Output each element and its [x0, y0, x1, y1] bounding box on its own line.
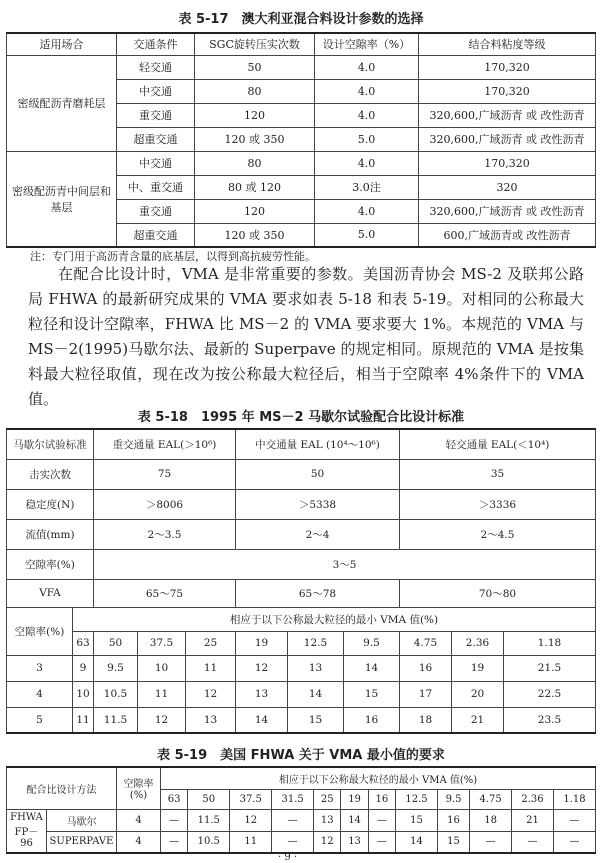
table-cell: 9	[73, 655, 94, 681]
column-header: 设计空隙率（%）	[315, 33, 419, 55]
column-header: 相应于以下公称最大粒径的最小 VMA 值(%)	[161, 767, 596, 789]
table-cell: 12	[314, 831, 341, 853]
table-cell: 120 或 350	[195, 127, 315, 151]
table-cell: —	[512, 831, 554, 853]
table-cell: 13	[341, 831, 368, 853]
table-cell: 1.18	[554, 789, 596, 809]
table-cell: 50	[195, 55, 315, 79]
table-cell: 4.0	[315, 151, 419, 175]
table-5-19-caption: 表 5-19 美国 FHWA 关于 VMA 最小值的要求	[157, 748, 445, 763]
table-cell: 63	[73, 631, 94, 655]
table-cell: 5.0	[315, 127, 419, 151]
table-cell: 21	[452, 707, 504, 733]
table-cell: —	[272, 809, 314, 831]
table-cell: 流值(mm)	[7, 519, 94, 549]
page-number: · 9 ·	[278, 852, 298, 863]
table-cell: —	[161, 831, 188, 853]
table-5-17-caption: 表 5-17 澳大利亚混合料设计参数的选择	[178, 12, 424, 27]
table-cell: 170,320	[419, 151, 596, 175]
table-row	[7, 489, 596, 519]
table-cell: 16	[368, 789, 395, 809]
table-row	[7, 631, 596, 655]
table-cell: 18	[400, 707, 452, 733]
table-cell: 80	[195, 151, 315, 175]
table-cell: 25	[186, 631, 236, 655]
table-cell: 15	[437, 831, 469, 853]
table-cell: —	[161, 809, 188, 831]
table-cell: 中交通	[117, 151, 195, 175]
table-cell: 4	[117, 831, 161, 853]
table-cell: 320,600,广域沥青 或 改性沥青	[419, 199, 596, 223]
table-cell: 4.0	[315, 79, 419, 103]
table-cell: 9.5	[94, 655, 138, 681]
table-cell: 80	[195, 79, 315, 103]
table-5-17	[6, 32, 596, 248]
column-header: 中交通量 EAL (10⁴～10⁶)	[236, 429, 400, 459]
table-cell: 70～80	[400, 579, 596, 607]
table-cell: 65～78	[236, 579, 400, 607]
table-header-row	[7, 429, 596, 459]
table-cell: VFA	[7, 579, 94, 607]
table-5-18-caption: 表 5-18 1995 年 MS－2 马歇尔试验配合比设计标准	[137, 410, 465, 425]
table-row	[7, 607, 596, 631]
table-cell: 3～5	[94, 549, 596, 579]
table-cell: 击实次数	[7, 459, 94, 489]
table-cell: 5	[7, 707, 73, 733]
table-cell: 19	[341, 789, 368, 809]
table-cell: 10.5	[94, 681, 138, 707]
table-row	[7, 579, 596, 607]
table-cell: 14	[288, 681, 344, 707]
table-cell: 17	[400, 681, 452, 707]
table-cell: 4.75	[470, 789, 512, 809]
table-5-19	[6, 766, 596, 854]
table-row	[7, 519, 596, 549]
column-header: 马歇尔试验标准	[7, 429, 94, 459]
table-note: 注：专门用于高沥青含量的底基层，以得到高抗疲劳性能。	[30, 250, 316, 263]
table-row	[7, 707, 596, 733]
table-row	[7, 151, 596, 175]
table-cell: 35	[400, 459, 596, 489]
table-cell: 50	[94, 631, 138, 655]
table-cell: 75	[94, 459, 236, 489]
table-cell: 65～75	[94, 579, 236, 607]
column-header: 交通条件	[117, 33, 195, 55]
table-cell: 11	[186, 655, 236, 681]
table-cell: 1.18	[504, 631, 596, 655]
table-cell: 12	[138, 707, 186, 733]
table-cell: 16	[344, 707, 400, 733]
table-cell: 120	[195, 103, 315, 127]
table-cell: 2～4.5	[400, 519, 596, 549]
table-cell: 4.0	[315, 103, 419, 127]
table-cell: —	[272, 831, 314, 853]
table-cell: 320	[419, 175, 596, 199]
table-cell: 14	[341, 809, 368, 831]
table-cell: 4	[117, 809, 161, 831]
column-header: 结合料粘度等级	[419, 33, 596, 55]
table-cell: SUPERPAVE	[47, 831, 117, 853]
table-cell: 11.5	[94, 707, 138, 733]
table-cell: 25	[314, 789, 341, 809]
table-cell: 10	[138, 655, 186, 681]
table-row	[7, 459, 596, 489]
table-cell: 马歇尔	[47, 809, 117, 831]
table-cell: 50	[236, 459, 400, 489]
table-cell: 4.0	[315, 55, 419, 79]
column-header: 重交通量 EAL(＞10⁶)	[94, 429, 236, 459]
table-header-row	[7, 767, 596, 789]
table-cell: 超重交通	[117, 127, 195, 151]
column-header: 配合比设计方法	[7, 767, 117, 809]
table-cell: 2.36	[512, 789, 554, 809]
table-row	[7, 681, 596, 707]
table-cell: 11	[138, 681, 186, 707]
table-cell: 2～4	[236, 519, 400, 549]
table-cell: ＞5338	[236, 489, 400, 519]
table-cell: 空隙率(%)	[7, 549, 94, 579]
table-cell: 37.5	[230, 789, 272, 809]
table-cell: 相应于以下公称最大粒径的最小 VMA 值(%)	[73, 607, 596, 631]
table-cell: 12	[230, 809, 272, 831]
table-cell: 23.5	[504, 707, 596, 733]
table-cell: 20	[452, 681, 504, 707]
table-cell: ＞8006	[94, 489, 236, 519]
table-cell: 4	[7, 681, 73, 707]
table-cell: —	[368, 831, 395, 853]
table-cell: —	[554, 831, 596, 853]
table-row	[7, 831, 596, 853]
table-cell: 15	[395, 809, 437, 831]
table-row	[7, 655, 596, 681]
table-cell: 10.5	[188, 831, 230, 853]
table-cell: 4.0	[315, 199, 419, 223]
table-cell: 22.5	[504, 681, 596, 707]
table-cell: 15	[288, 707, 344, 733]
table-cell: 空隙率(%)	[7, 607, 73, 655]
table-cell: 重交通	[117, 103, 195, 127]
table-cell: 18	[470, 809, 512, 831]
table-cell: 170,320	[419, 55, 596, 79]
table-cell: 10	[73, 681, 94, 707]
table-cell: 80 或 120	[195, 175, 315, 199]
table-cell: 13	[288, 655, 344, 681]
table-header-row	[7, 33, 596, 55]
table-row	[7, 809, 596, 831]
column-header: SGC旋转压实次数	[195, 33, 315, 55]
table-cell: 14	[395, 831, 437, 853]
table-cell: ＞3336	[400, 489, 596, 519]
table-cell: 120	[195, 199, 315, 223]
table-cell: 2.36	[452, 631, 504, 655]
table-row	[7, 55, 596, 79]
table-cell: —	[470, 831, 512, 853]
table-5-18	[6, 428, 596, 734]
table-cell: 4.75	[400, 631, 452, 655]
table-cell: 21	[512, 809, 554, 831]
table-cell: 600,广域沥青或 改性沥青	[419, 223, 596, 247]
table-cell: —	[554, 809, 596, 831]
table-cell: 13	[186, 707, 236, 733]
group-cell: 密级配沥青磨耗层	[7, 55, 117, 151]
body-paragraph: 在配合比设计时，VMA 是非常重要的参数。美国沥青协会 MS-2 及联邦公路局 FHWA 的最新研究成果的 VMA 要求如表 5-18 和表 5-19。对相同的公称最大粒径和设计空隙率，FHWA 比 MS－2 的 VMA 要求要大 1%。本规范的 VMA 与 MS－2(1995)马歇尔法、最新的 Superpave 的规定相同。原规范的 VMA 是按集料最大粒径取值，现在改为按公称最大粒径后，相当于空隙率 4%条件下的 VMA 值。	[28, 265, 584, 408]
table-cell: 12.5	[395, 789, 437, 809]
table-cell: 12	[236, 655, 288, 681]
column-header: 空隙率(%)	[117, 767, 161, 809]
table-cell: 中交通	[117, 79, 195, 103]
table-cell: 稳定度(N)	[7, 489, 94, 519]
table-cell: 16	[437, 809, 469, 831]
table-cell: 14	[344, 655, 400, 681]
table-cell: 中、重交通	[117, 175, 195, 199]
table-cell: 11.5	[188, 809, 230, 831]
table-cell: 重交通	[117, 199, 195, 223]
table-cell: 轻交通	[117, 55, 195, 79]
table-cell: 3	[7, 655, 73, 681]
table-cell: 11	[73, 707, 94, 733]
table-cell: —	[368, 809, 395, 831]
table-cell: 3.0注	[315, 175, 419, 199]
table-cell: 63	[161, 789, 188, 809]
table-cell: 19	[236, 631, 288, 655]
table-cell: 16	[400, 655, 452, 681]
table-cell: 12.5	[288, 631, 344, 655]
column-header: 适用场合	[7, 33, 117, 55]
table-row	[7, 549, 596, 579]
group-cell: FHWA FP－96	[7, 809, 47, 853]
table-cell: 19	[452, 655, 504, 681]
table-cell: 13	[314, 809, 341, 831]
table-cell: 170,320	[419, 79, 596, 103]
table-cell: 50	[188, 789, 230, 809]
table-cell: 5.0	[315, 223, 419, 247]
table-cell: 37.5	[138, 631, 186, 655]
table-cell: 14	[236, 707, 288, 733]
table-cell: 9.5	[437, 789, 469, 809]
table-cell: 11	[230, 831, 272, 853]
table-cell: 12	[186, 681, 236, 707]
table-cell: 320,600,广域沥青 或 改性沥青	[419, 127, 596, 151]
group-cell: 密级配沥青中间层和基层	[7, 151, 117, 247]
table-cell: 120 或 350	[195, 223, 315, 247]
table-cell: 320,600,广域沥青 或 改性沥青	[419, 103, 596, 127]
table-cell: 21.5	[504, 655, 596, 681]
table-cell: 31.5	[272, 789, 314, 809]
table-cell: 2～3.5	[94, 519, 236, 549]
table-cell: 13	[236, 681, 288, 707]
table-cell: 15	[344, 681, 400, 707]
table-cell: 超重交通	[117, 223, 195, 247]
table-cell: 9.5	[344, 631, 400, 655]
column-header: 轻交通量 EAL(＜10⁴)	[400, 429, 596, 459]
